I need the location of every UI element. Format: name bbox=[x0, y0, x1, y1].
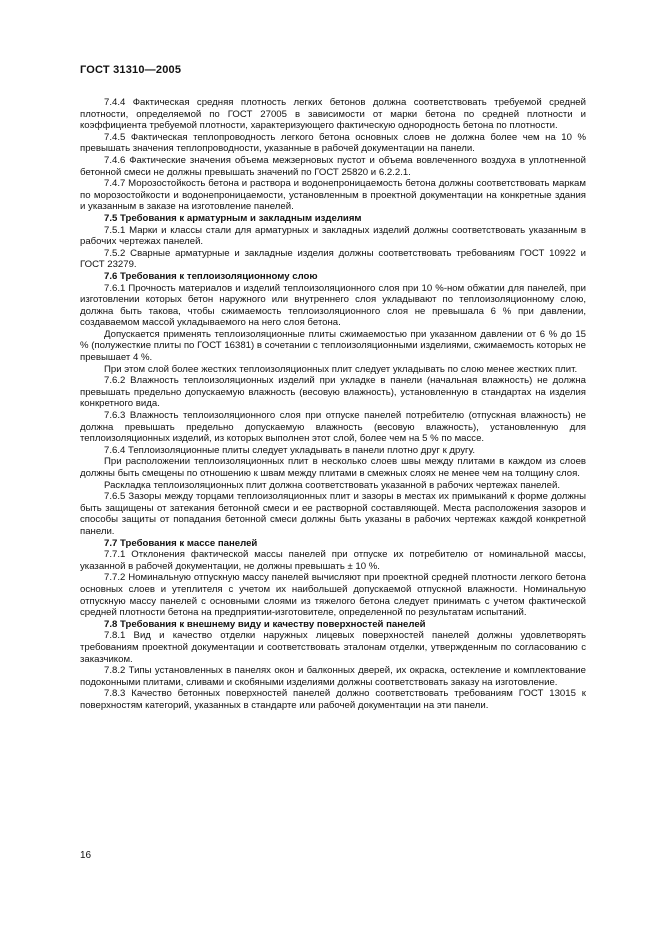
document-header: ГОСТ 31310—2005 bbox=[80, 64, 182, 76]
paragraph-7-6-4-layout: Раскладка теплоизоляционных плит должна соответствовать указанной в рабочих чертежах панелей. bbox=[104, 479, 561, 491]
paragraph-7-8-1: 7.8.1 Вид и качество отделки наружных лицевых поверхностей панелей должны удовлетворять требованиям проектной документации и соответствовать эталонам отделки, утвержденным по согласованию с заказчиком. bbox=[80, 630, 586, 665]
paragraph-7-7-2: 7.7.2 Номинальную отпускную массу панелей вычисляют при проектной средней плотности легкого бетона основных слоев и утеплителя с учетом их наибольшей допускаемой отпускной влажности. Номинальную отпускную массу панелей с основными слоями из тяжелого бетона следует принимать с учетом фактической средней плотности бетона на предприятии-изготовителе, определенной по результатам испытаний. bbox=[80, 572, 586, 619]
paragraph-7-7-1: 7.7.1 Отклонения фактической массы панелей при отпуске их потребителю от номинальной массы, указанной в рабочей документации, не должны превышать ± 10 %. bbox=[80, 549, 586, 572]
paragraph-7-4-7: 7.4.7 Морозостойкость бетона и раствора и водонепроницаемость бетона должны соответствовать маркам по морозостойкости и водонепроницаемости, установленным в проектной документации на конкретные здания и указанным в заказе на изготовление панелей. bbox=[80, 178, 586, 213]
paragraph-7-6-1-note: Допускается применять теплоизоляционные плиты сжимаемостью при указанном давлении от 6 % до 15 % (полужесткие плиты по ГОСТ 16381) в сочетании с теплоизоляционными изделиями, сжимаемость которых не превышает 4 %. bbox=[80, 328, 586, 364]
paragraph-7-8-3: 7.8.3 Качество бетонных поверхностей панелей должно соответствовать требованиям ГОСТ 13015 к поверхностям категорий, указанных в стандарте или рабочей документации на эти панели. bbox=[80, 688, 586, 711]
paragraph-7-6-4: 7.6.4 Теплоизоляционные плиты следует укладывать в панели плотно друг к другу. bbox=[104, 444, 476, 456]
paragraph-7-4-4: 7.4.4 Фактическая средняя плотность легких бетонов должна соответствовать требуемой средней плотности, определяемой по ГОСТ 27005 в зависимости от марки бетона по средней плотности и коэффициента требуемой плотности, характеризующего фактическую однородность бетона по плотности. bbox=[80, 97, 586, 132]
section-heading-7-6: 7.6 Требования к теплоизоляционному слою bbox=[104, 270, 318, 282]
paragraph-7-6-4-seams: При расположении теплоизоляционных плит в несколько слоев швы между плитами в каждом из слоев должны быть смещены по отношению к швам между плитами в смежных слоях не менее чем на толщину слоя. bbox=[80, 456, 586, 479]
paragraph-7-6-1: 7.6.1 Прочность материалов и изделий теплоизоляционного слоя при 10 %-ном обжатии для панелей, при изготовлении которых бетон наружного или внутреннего слоя укладывают по теплоизоляционному слою, должна быть такова, чтобы сжимаемость теплоизоляционного слоя не превышала 6 % при давлении, создаваемом массой укладываемого на него слоя бетона. bbox=[80, 282, 586, 329]
paragraph-7-6-1-layers: При этом слой более жестких теплоизоляционных плит следует укладывать по слою менее жестких плит. bbox=[104, 363, 578, 375]
paragraph-7-4-6: 7.4.6 Фактические значения объема межзерновых пустот и объема вовлеченного воздуха в уплотненной бетонной смеси не должны превышать значений по ГОСТ 25820 и 6.2.2.1. bbox=[80, 154, 586, 178]
section-heading-7-7: 7.7 Требования к массе панелей bbox=[104, 537, 258, 549]
paragraph-7-6-2: 7.6.2 Влажность теплоизоляционных изделий при укладке в панели (начальная влажность) не должна превышать предельно допускаемую влажность (весовую влажность), установленную в стандартах на изделия конкретного вида. bbox=[80, 375, 586, 410]
section-heading-7-8: 7.8 Требования к внешнему виду и качеству поверхностей панелей bbox=[104, 618, 426, 630]
paragraph-7-5-1: 7.5.1 Марки и классы стали для арматурных и закладных изделий должны соответствовать указанным в рабочих чертежах панелей. bbox=[80, 224, 586, 248]
page-number: 16 bbox=[80, 850, 92, 861]
paragraph-7-4-5: 7.4.5 Фактическая теплопроводность легкого бетона основных слоев не должна более чем на 10 % превышать значения теплопроводности, указанные в рабочей документации на панели. bbox=[80, 131, 586, 155]
paragraph-7-5-2: 7.5.2 Сварные арматурные и закладные изделия должны соответствовать требованиям ГОСТ 10922 и ГОСТ 23279. bbox=[80, 247, 586, 271]
paragraph-7-6-5: 7.6.5 Зазоры между торцами теплоизоляционных плит и зазоры в местах их примыканий к форме должны быть защищены от затекания бетонной смеси и ее растворной составляющей. Места расположения зазоров и способы защиты от попадания бетонной смеси должны быть указаны в рабочих чертежах каждой конкретной панели. bbox=[80, 491, 586, 537]
paragraph-7-8-2: 7.8.2 Типы установленных в панелях окон и балконных дверей, их окраска, остекление и комплектование подоконными плитами, сливами и скобяными изделиями должны соответствовать заказу на изготовление. bbox=[80, 665, 586, 688]
document-body bbox=[80, 97, 586, 711]
section-heading-7-5: 7.5 Требования к арматурным и закладным изделиям bbox=[104, 212, 362, 224]
paragraph-7-6-3: 7.6.3 Влажность теплоизоляционного слоя при отпуске панелей потребителю (отпускная влажность) не должна превышать предельно допускаемую влажность (весовую влажность), установленную для теплоизоляционных изделий, из которых выполнен этот слой, более чем на 5 % по массе. bbox=[80, 410, 586, 445]
